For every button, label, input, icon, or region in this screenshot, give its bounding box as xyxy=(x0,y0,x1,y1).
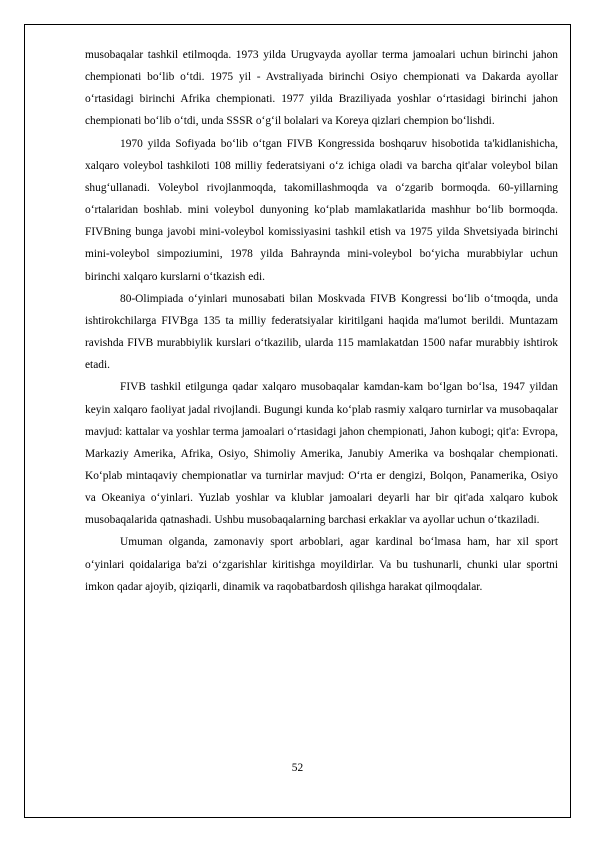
page-number: 52 xyxy=(291,762,304,774)
paragraph-continuation: musobaqalar tashkil etilmoqda. 1973 yilda Urugvayda ayollar terma jamoalari uchun birinchi jahon chempionati bo‘lib o‘tdi. 1975 yil - Avstraliyada birinchi Osiyo chempionati va Dakarda ayollar o‘rtasidagi birinchi Afrika chempionati. 1977 yilda Braziliyada yoshlar o‘rtasidagi birinchi jahon chempionati bo‘lib o‘tdi, unda SSSR o‘g‘il bolalari va Koreya qizlari chempion bo‘lishdi. xyxy=(85,49,558,128)
document-body xyxy=(85,44,558,598)
paragraph: 80-Olimpiada o‘yinlari munosabati bilan Moskvada FIVB Kongressi bo‘lib o‘tmoqda, unda ishtirokchilarga FIVBga 135 ta milliy federatsiyalar kiritilgani haqida ma'lumot berildi. Muntazam ravishda FIVB murabbiylik kurslari o‘tkazilib, ularda 115 mamlakatdan 1500 nafar murabbiy ishtirok etadi. xyxy=(85,292,558,372)
paragraph: 1970 yilda Sofiyada bo‘lib o‘tgan FIVB Kongressida boshqaruv hisobotida ta'kidlanishicha, xalqaro voleybol tashkiloti 108 milliy federatsiyani o‘z ichiga oladi va barcha qit'alar voleybol bilan shug‘ullanadi. Voleybol rivojlanmoqda, takomillashmoqda va o‘zgarib bormoqda. 60-yillarning o‘rtalaridan boshlab. mini voleybol dunyoning ko‘plab mamlakatlarida mashhur bo‘lib bormoqda. FIVBning bunga javobi mini-voleybol komissiyasini tashkil etish va 1975 yilda Shvetsiyada birinchi mini-voleybol simpoziumini, 1978 yilda Bahraynda mini-voleybol bo‘yicha murabbiylar uchun birinchi xalqaro kurslarni o‘tkazish edi. xyxy=(85,137,558,283)
paragraph: Umuman olganda, zamonaviy sport arboblari, agar kardinal bo‘lmasa ham, har xil sport o‘yinlari qoidalariga ba'zi o‘zgarishlar kiritishga moyildirlar. Va bu tushunarli, chunki ular sportni imkon qadar ajoyib, qiziqarli, dinamik va raqobatbardosh qilishga harakat qilmoqdalar. xyxy=(85,536,558,593)
paragraph: FIVB tashkil etilgunga qadar xalqaro musobaqalar kamdan-kam bo‘lgan bo‘lsa, 1947 yildan keyin xalqaro faoliyat jadal rivojlandi. Bugungi kunda ko‘plab rasmiy xalqaro turnirlar va musobaqalar mavjud: kattalar va yoshlar terma jamoalari o‘rtasidagi jahon chempionati, Jahon kubogi; qit'a: Evropa, Markaziy Amerika, Afrika, Osiyo, Shimoliy Amerika, Janubiy Amerika va boshqalar chempionati. Ko‘plab mintaqaviy chempionatlar va turnirlar mavjud: O‘rta er dengizi, Bolqon, Panamerika, Osiyo va Okeaniya o‘yinlari. Yuzlab yoshlar va klublar jamoalari deyarli har bir qit'ada xalqaro kubok musobaqalarida qatnashadi. Ushbu musobaqalarning barchasi erkaklar va ayollar uchun o‘tkaziladi. xyxy=(85,381,558,527)
